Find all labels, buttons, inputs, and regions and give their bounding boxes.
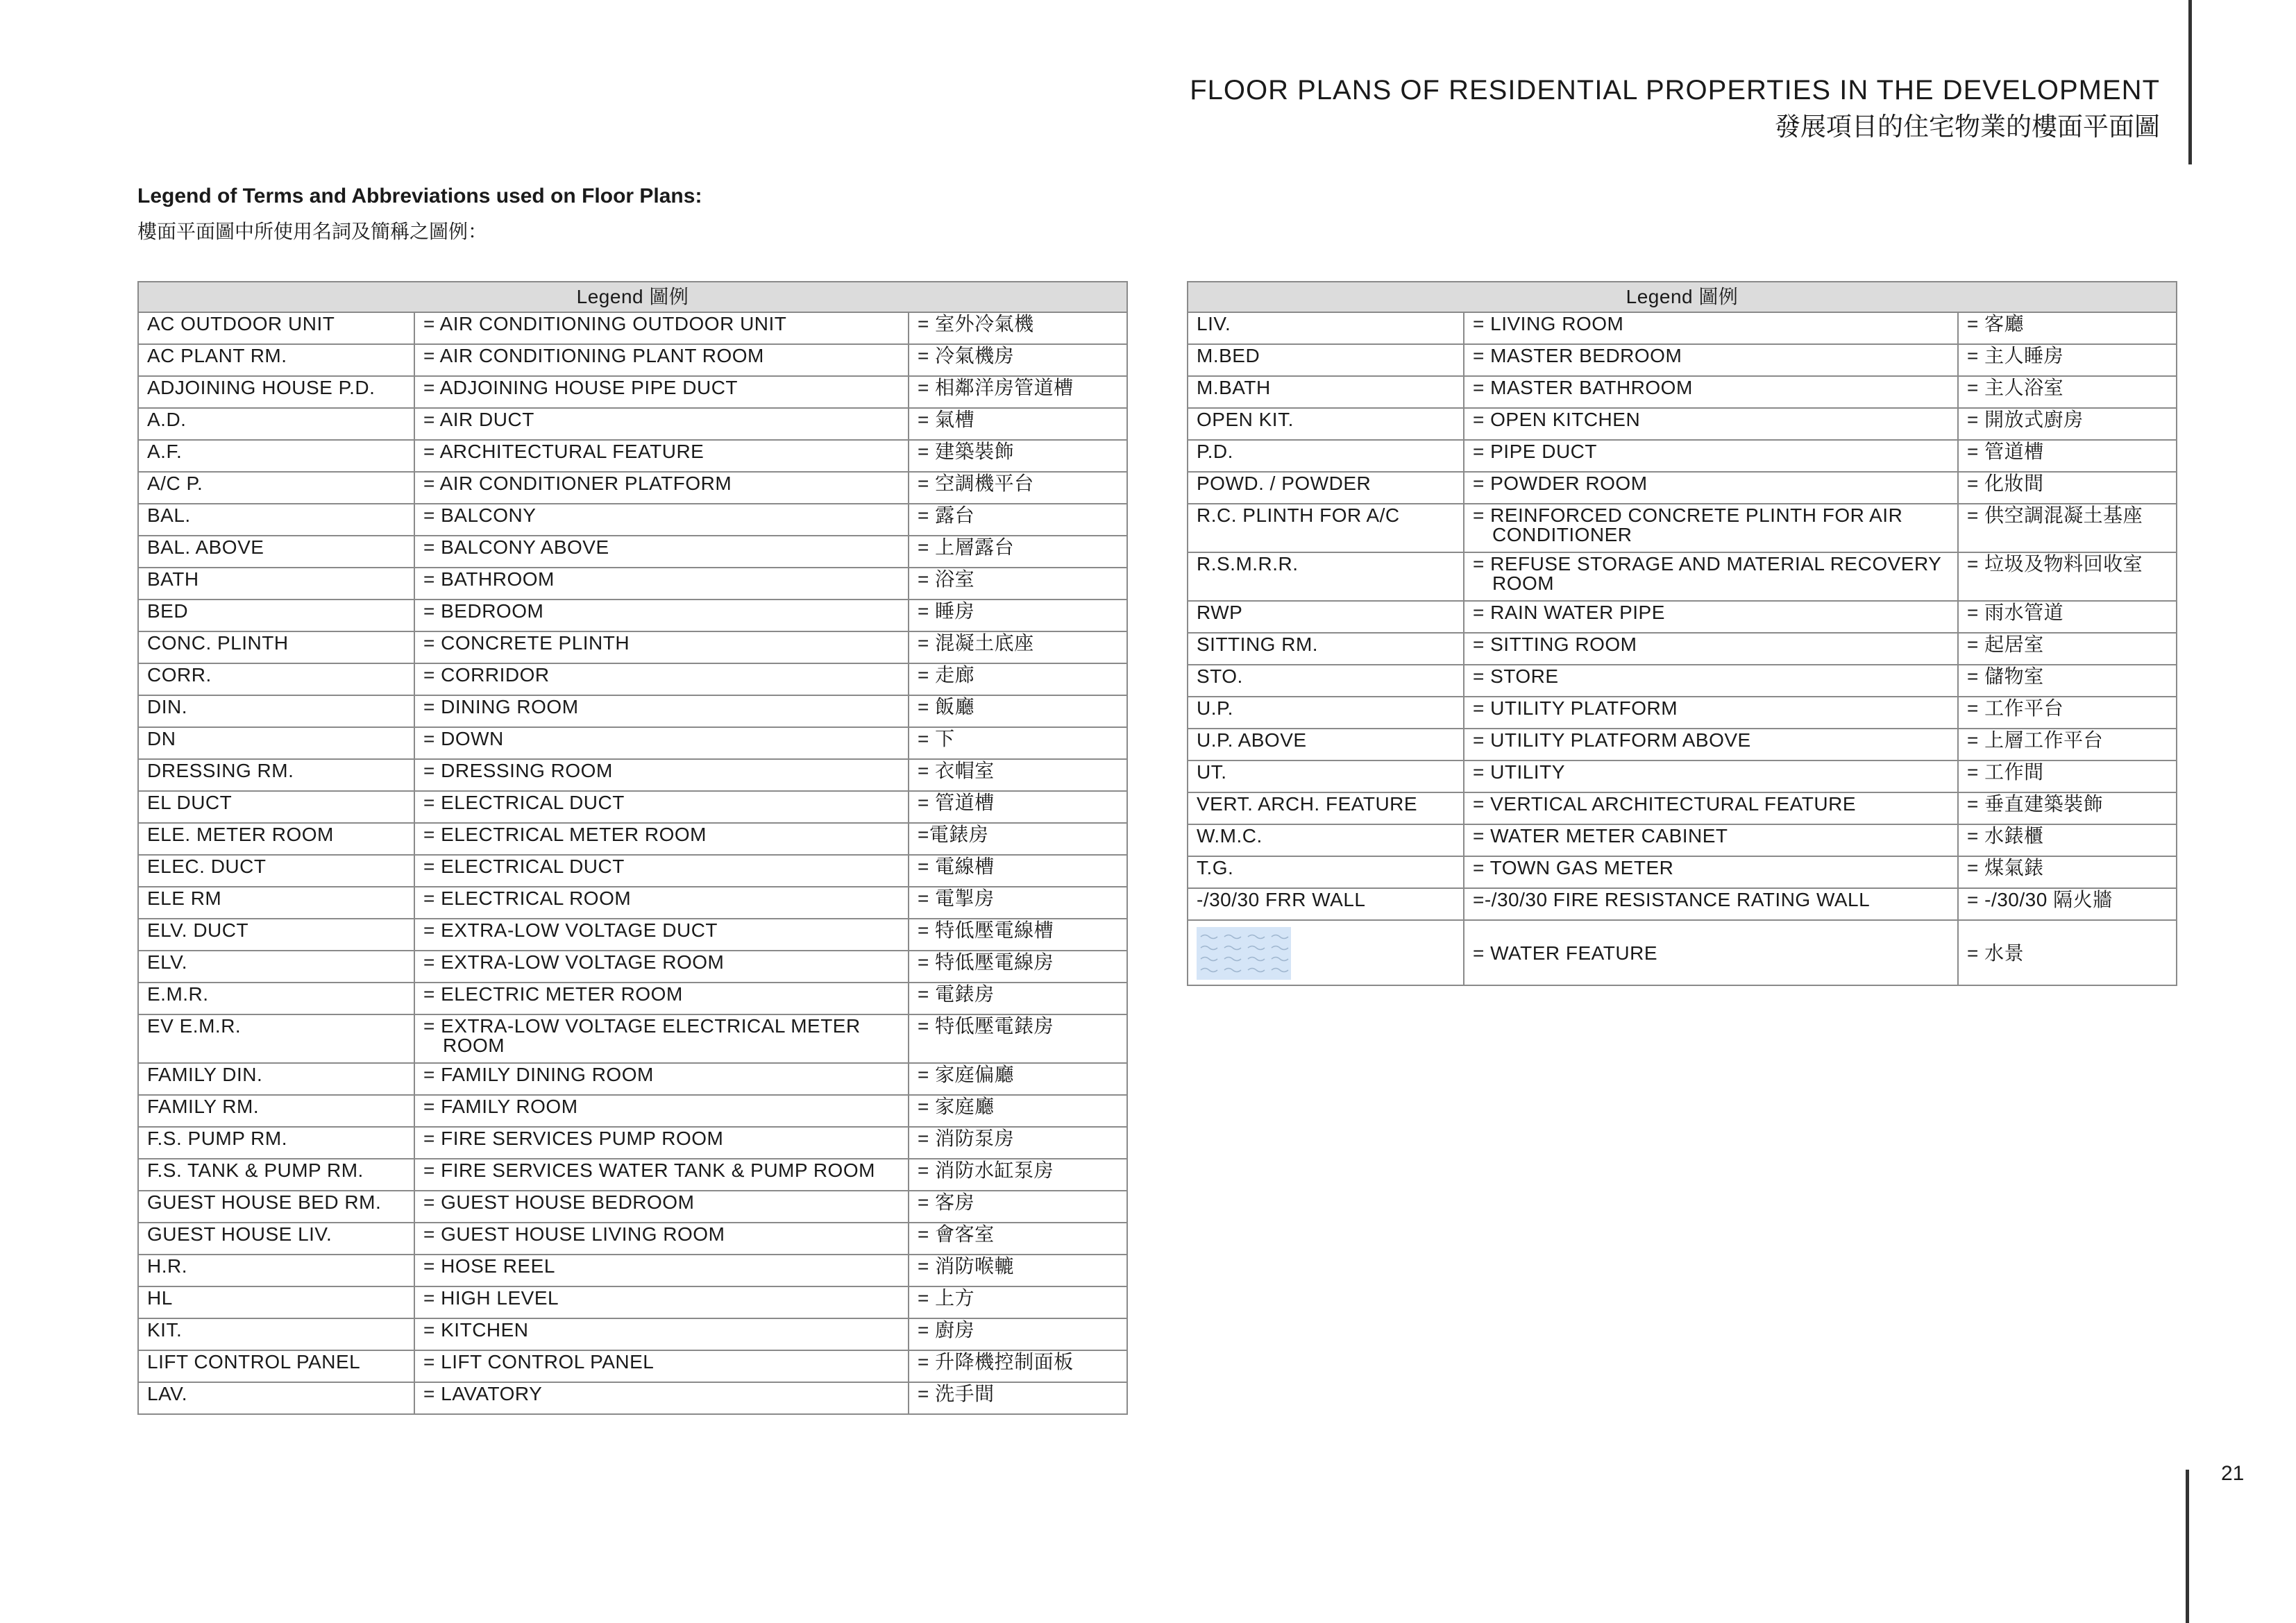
- chinese-term-cell: = 升降機控制面板: [909, 1350, 1127, 1382]
- definition-cell: [414, 1255, 909, 1286]
- definition-text: = FAMILY ROOM: [423, 1096, 578, 1117]
- abbreviation-cell: FAMILY DIN.: [138, 1063, 414, 1095]
- abbreviation-cell: E.M.R.: [138, 983, 414, 1014]
- abbreviation-cell: A.D.: [138, 408, 414, 440]
- chinese-term-cell: = 起居室: [1958, 633, 2177, 665]
- definition-cell: [414, 408, 909, 440]
- abbreviation-cell: P.D.: [1188, 440, 1464, 472]
- chinese-term-cell: = 混凝土底座: [909, 631, 1127, 663]
- abbreviation-cell: RWP: [1188, 601, 1464, 633]
- chinese-term-cell: = 消防泵房: [909, 1127, 1127, 1159]
- abbreviation-cell: DN: [138, 727, 414, 759]
- definition-cell: [414, 568, 909, 600]
- abbreviation-cell: BED: [138, 600, 414, 631]
- definition-cell: [1464, 312, 1958, 344]
- definition-text: = ELECTRICAL DUCT: [423, 792, 625, 813]
- abbreviation-cell: R.C. PLINTH FOR A/C: [1188, 504, 1464, 552]
- table-row: [138, 568, 1127, 600]
- chinese-term-cell: = 消防水缸泵房: [909, 1159, 1127, 1191]
- definition-cell: [1464, 601, 1958, 633]
- abbreviation-cell: ELE. METER ROOM: [138, 823, 414, 855]
- definition-text: = PIPE DUCT: [1473, 441, 1597, 462]
- definition-cell: [414, 472, 909, 504]
- definition-cell: [1464, 376, 1958, 408]
- definition-cell: [414, 1223, 909, 1255]
- table-row: [138, 344, 1127, 376]
- chinese-term-cell: = 客房: [909, 1191, 1127, 1223]
- definition-text: =-/30/30 FIRE RESISTANCE RATING WALL: [1473, 889, 1871, 910]
- definition-cell: [1464, 440, 1958, 472]
- definition-text: = HOSE REEL: [423, 1255, 555, 1277]
- abbreviation-cell: F.S. TANK & PUMP RM.: [138, 1159, 414, 1191]
- table-row: [1188, 552, 2177, 601]
- table-row: [138, 1382, 1127, 1414]
- definition-cell: [414, 1159, 909, 1191]
- chinese-term-cell: = 開放式廚房: [1958, 408, 2177, 440]
- table-row: [138, 1063, 1127, 1095]
- definition-cell: [414, 1095, 909, 1127]
- chinese-term-cell: = 主人浴室: [1958, 376, 2177, 408]
- chinese-term-cell: = 上層露台: [909, 536, 1127, 568]
- legend-subheading-chinese: 樓面平面圖中所使用名詞及簡稱之圖例：: [137, 221, 488, 242]
- table-row: [138, 1255, 1127, 1286]
- table-row: [138, 1191, 1127, 1223]
- definition-cell: [1464, 504, 1958, 552]
- chinese-term-cell: = 冷氣機房: [909, 344, 1127, 376]
- definition-cell: [1464, 729, 1958, 760]
- chinese-term-cell: = -/30/30 隔火牆: [1958, 888, 2177, 920]
- table-row: [1188, 760, 2177, 792]
- legend-table-header: Legend 圖例: [1188, 282, 2177, 312]
- definition-text: = SITTING ROOM: [1473, 634, 1637, 655]
- legend-table-left-body: [138, 312, 1127, 1414]
- legend-table-right: [1187, 281, 2177, 986]
- definition-text: = STORE: [1473, 665, 1559, 687]
- table-row: [138, 1223, 1127, 1255]
- table-row: [138, 855, 1127, 887]
- chinese-term-cell: = 家庭廳: [909, 1095, 1127, 1127]
- definition-cell: [1464, 856, 1958, 888]
- definition-text: = UTILITY PLATFORM ABOVE: [1473, 729, 1751, 751]
- table-row: [1188, 344, 2177, 376]
- abbreviation-cell: FAMILY RM.: [138, 1095, 414, 1127]
- definition-text: = POWDER ROOM: [1473, 473, 1648, 494]
- chinese-term-cell: = 下: [909, 727, 1127, 759]
- table-row: [138, 919, 1127, 951]
- definition-text: = DOWN: [423, 728, 504, 749]
- table-row: [1188, 633, 2177, 665]
- chinese-term-cell: = 特低壓電錶房: [909, 1014, 1127, 1063]
- abbreviation-cell: GUEST HOUSE LIV.: [138, 1223, 414, 1255]
- definition-cell: [414, 919, 909, 951]
- definition-text: = AIR DUCT: [423, 409, 534, 430]
- abbreviation-cell: KIT.: [138, 1318, 414, 1350]
- chinese-term-cell: = 管道槽: [909, 791, 1127, 823]
- table-row: [138, 951, 1127, 983]
- definition-cell: [414, 1127, 909, 1159]
- chinese-term-cell: =電錶房: [909, 823, 1127, 855]
- chinese-term-cell: = 相鄰洋房管道槽: [909, 376, 1127, 408]
- chinese-term-cell: = 飯廳: [909, 695, 1127, 727]
- chinese-term-cell: = 上方: [909, 1286, 1127, 1318]
- abbreviation-cell: ELE RM: [138, 887, 414, 919]
- chinese-term-cell: = 供空調混凝土基座: [1958, 504, 2177, 552]
- abbreviation-cell: M.BED: [1188, 344, 1464, 376]
- chinese-term-cell: = 睡房: [909, 600, 1127, 631]
- definition-cell: [414, 695, 909, 727]
- definition-text: = CONCRETE PLINTH: [423, 632, 630, 654]
- table-row: [1188, 792, 2177, 824]
- definition-cell: [414, 887, 909, 919]
- chinese-term-cell: = 垃圾及物料回收室: [1958, 552, 2177, 601]
- definition-text: = DRESSING ROOM: [423, 760, 613, 781]
- definition-text: = HIGH LEVEL: [423, 1287, 559, 1309]
- abbreviation-cell: STO.: [1188, 665, 1464, 697]
- definition-cell: [414, 855, 909, 887]
- chinese-term-cell: = 化妝間: [1958, 472, 2177, 504]
- chinese-term-cell: = 主人睡房: [1958, 344, 2177, 376]
- table-row: [1188, 665, 2177, 697]
- definition-text: = EXTRA-LOW VOLTAGE ELECTRICAL METER ROOM: [423, 1015, 861, 1056]
- definition-cell: [414, 727, 909, 759]
- table-row: [138, 1127, 1127, 1159]
- abbreviation-cell: CONC. PLINTH: [138, 631, 414, 663]
- definition-cell: [414, 1382, 909, 1414]
- table-row: [138, 408, 1127, 440]
- page-title-english: FLOOR PLANS OF RESIDENTIAL PROPERTIES IN THE DEVELOPMENT: [1190, 75, 2160, 105]
- chinese-term-cell: = 煤氣錶: [1958, 856, 2177, 888]
- abbreviation-cell: H.R.: [138, 1255, 414, 1286]
- definition-text: = VERTICAL ARCHITECTURAL FEATURE: [1473, 793, 1856, 815]
- definition-text: = KITCHEN: [423, 1319, 529, 1341]
- definition-text: = UTILITY: [1473, 761, 1565, 783]
- abbreviation-cell: U.P.: [1188, 697, 1464, 729]
- definition-cell: [414, 663, 909, 695]
- abbreviation-cell: UT.: [1188, 760, 1464, 792]
- table-row: [138, 376, 1127, 408]
- abbreviation-cell: HL: [138, 1286, 414, 1318]
- definition-cell: [414, 1286, 909, 1318]
- definition-text: = LIVING ROOM: [1473, 313, 1624, 334]
- definition-cell: [1464, 824, 1958, 856]
- definition-cell: [414, 759, 909, 791]
- legend-table-right-body: [1188, 312, 2177, 985]
- definition-text: = OPEN KITCHEN: [1473, 409, 1641, 430]
- table-row: [138, 1318, 1127, 1350]
- abbreviation-cell: ELEC. DUCT: [138, 855, 414, 887]
- table-row: [138, 791, 1127, 823]
- definition-cell: [414, 951, 909, 983]
- definition-cell: [1464, 472, 1958, 504]
- chinese-term-cell: = 室外冷氣機: [909, 312, 1127, 344]
- definition-text: = REINFORCED CONCRETE PLINTH FOR AIR CONDITIONER: [1473, 504, 1903, 545]
- legend-table-header: Legend 圖例: [138, 282, 1127, 312]
- chinese-term-cell: = 家庭偏廳: [909, 1063, 1127, 1095]
- definition-cell: [1464, 408, 1958, 440]
- table-row: [1188, 312, 2177, 344]
- table-row: [1188, 601, 2177, 633]
- table-row: [138, 440, 1127, 472]
- chinese-term-cell: = 消防喉轆: [909, 1255, 1127, 1286]
- definition-text: = GUEST HOUSE BEDROOM: [423, 1191, 695, 1213]
- water-feature-swatch-icon: [1197, 927, 1291, 980]
- definition-cell: [1464, 697, 1958, 729]
- table-row: [1188, 440, 2177, 472]
- chinese-term-cell: = 客廳: [1958, 312, 2177, 344]
- chinese-term-cell: = 衣帽室: [909, 759, 1127, 791]
- abbreviation-cell: ADJOINING HOUSE P.D.: [138, 376, 414, 408]
- abbreviation-cell: R.S.M.R.R.: [1188, 552, 1464, 601]
- definition-text: = ADJOINING HOUSE PIPE DUCT: [423, 377, 738, 398]
- abbreviation-cell: AC PLANT RM.: [138, 344, 414, 376]
- chinese-term-cell: = 氣槽: [909, 408, 1127, 440]
- chinese-term-cell: = 工作間: [1958, 760, 2177, 792]
- abbreviation-cell: VERT. ARCH. FEATURE: [1188, 792, 1464, 824]
- definition-text: = ARCHITECTURAL FEATURE: [423, 441, 704, 462]
- abbreviation-cell: A/C P.: [138, 472, 414, 504]
- definition-text: = BATHROOM: [423, 568, 555, 590]
- abbreviation-cell: BAL.: [138, 504, 414, 536]
- abbreviation-cell: DIN.: [138, 695, 414, 727]
- chinese-term-cell: = 雨水管道: [1958, 601, 2177, 633]
- definition-cell: [414, 376, 909, 408]
- table-row: [138, 663, 1127, 695]
- definition-text: = WATER FEATURE: [1473, 942, 1657, 964]
- chinese-term-cell: = 空調機平台: [909, 472, 1127, 504]
- definition-cell: [1464, 633, 1958, 665]
- abbreviation-cell: AC OUTDOOR UNIT: [138, 312, 414, 344]
- table-row: [138, 1095, 1127, 1127]
- table-row: [138, 504, 1127, 536]
- definition-cell: [414, 1063, 909, 1095]
- top-vertical-rule: [2188, 0, 2192, 164]
- definition-cell: [1464, 888, 1958, 920]
- abbreviation-cell: LIV.: [1188, 312, 1464, 344]
- abbreviation-cell: LIFT CONTROL PANEL: [138, 1350, 414, 1382]
- abbreviation-cell: BATH: [138, 568, 414, 600]
- abbreviation-cell: POWD. / POWDER: [1188, 472, 1464, 504]
- chinese-term-cell: = 電線槽: [909, 855, 1127, 887]
- chinese-term-cell: = 水錶櫃: [1958, 824, 2177, 856]
- abbreviation-cell: DRESSING RM.: [138, 759, 414, 791]
- definition-cell: [414, 1191, 909, 1223]
- definition-cell: [414, 504, 909, 536]
- abbreviation-cell: W.M.C.: [1188, 824, 1464, 856]
- definition-cell: [414, 1318, 909, 1350]
- table-row: [138, 1159, 1127, 1191]
- chinese-term-cell: = 水景: [1958, 920, 2177, 985]
- definition-cell: [414, 600, 909, 631]
- definition-text: = BALCONY ABOVE: [423, 536, 609, 558]
- chinese-term-cell: = 浴室: [909, 568, 1127, 600]
- table-row: [138, 759, 1127, 791]
- table-row: [138, 727, 1127, 759]
- definition-text: = MASTER BATHROOM: [1473, 377, 1693, 398]
- definition-cell: [1464, 920, 1958, 985]
- definition-text: = ELECTRICAL METER ROOM: [423, 824, 707, 845]
- abbreviation-cell: BAL. ABOVE: [138, 536, 414, 568]
- definition-text: = CORRIDOR: [423, 664, 550, 686]
- legend-heading: Legend of Terms and Abbreviations used on Floor Plans:: [137, 185, 702, 207]
- abbreviation-cell: F.S. PUMP RM.: [138, 1127, 414, 1159]
- definition-text: = ELECTRICAL ROOM: [423, 887, 632, 909]
- table-row: [1188, 888, 2177, 920]
- definition-cell: [414, 791, 909, 823]
- definition-text: = FAMILY DINING ROOM: [423, 1064, 654, 1085]
- chinese-term-cell: = 洗手間: [909, 1382, 1127, 1414]
- abbreviation-cell: ELV. DUCT: [138, 919, 414, 951]
- abbreviation-cell: EV E.M.R.: [138, 1014, 414, 1063]
- definition-text: = GUEST HOUSE LIVING ROOM: [423, 1223, 725, 1245]
- definition-text: = MASTER BEDROOM: [1473, 345, 1682, 366]
- abbreviation-cell: A.F.: [138, 440, 414, 472]
- table-row: [138, 536, 1127, 568]
- definition-cell: [1464, 792, 1958, 824]
- table-row: [138, 631, 1127, 663]
- table-row: [138, 823, 1127, 855]
- chinese-term-cell: = 工作平台: [1958, 697, 2177, 729]
- definition-cell: [1464, 665, 1958, 697]
- chinese-term-cell: = 特低壓電線房: [909, 951, 1127, 983]
- definition-text: = AIR CONDITIONING PLANT ROOM: [423, 345, 764, 366]
- table-row: [138, 1286, 1127, 1318]
- definition-cell: [414, 983, 909, 1014]
- table-row: [138, 312, 1127, 344]
- chinese-term-cell: = 儲物室: [1958, 665, 2177, 697]
- table-row: [1188, 376, 2177, 408]
- definition-text: = TOWN GAS METER: [1473, 857, 1674, 878]
- table-row: [1188, 856, 2177, 888]
- table-row: [1188, 824, 2177, 856]
- table-row: [138, 695, 1127, 727]
- table-row: [138, 887, 1127, 919]
- definition-text: = AIR CONDITIONER PLATFORM: [423, 473, 732, 494]
- definition-text: = REFUSE STORAGE AND MATERIAL RECOVERY ROOM: [1473, 553, 1941, 594]
- table-row: [1188, 729, 2177, 760]
- abbreviation-cell: ELV.: [138, 951, 414, 983]
- abbreviation-cell: T.G.: [1188, 856, 1464, 888]
- definition-text: = BEDROOM: [423, 600, 544, 622]
- chinese-term-cell: = 垂直建築裝飾: [1958, 792, 2177, 824]
- page-number: 21: [2221, 1462, 2245, 1485]
- page-title-chinese: 發展項目的住宅物業的樓面平面圖: [1775, 112, 2160, 141]
- definition-text: = BALCONY: [423, 504, 537, 526]
- table-row: [1188, 408, 2177, 440]
- table-row: [138, 1350, 1127, 1382]
- table-row: [138, 600, 1127, 631]
- abbreviation-cell: CORR.: [138, 663, 414, 695]
- definition-text: = AIR CONDITIONING OUTDOOR UNIT: [423, 313, 787, 334]
- definition-text: = WATER METER CABINET: [1473, 825, 1728, 847]
- definition-cell: [1464, 344, 1958, 376]
- definition-text: = UTILITY PLATFORM: [1473, 697, 1678, 719]
- abbreviation-cell: SITTING RM.: [1188, 633, 1464, 665]
- definition-text: = ELECTRIC METER ROOM: [423, 983, 683, 1005]
- abbreviation-cell: EL DUCT: [138, 791, 414, 823]
- table-row: [138, 983, 1127, 1014]
- table-row: [1188, 472, 2177, 504]
- abbreviation-cell: LAV.: [138, 1382, 414, 1414]
- abbreviation-cell: U.P. ABOVE: [1188, 729, 1464, 760]
- definition-text: = EXTRA-LOW VOLTAGE ROOM: [423, 951, 725, 973]
- abbreviation-cell: [1188, 920, 1464, 985]
- bottom-vertical-rule: [2186, 1470, 2189, 1623]
- chinese-term-cell: = 特低壓電線槽: [909, 919, 1127, 951]
- chinese-term-cell: = 電錶房: [909, 983, 1127, 1014]
- chinese-term-cell: = 露台: [909, 504, 1127, 536]
- definition-text: = LAVATORY: [423, 1383, 543, 1404]
- table-row: [138, 1014, 1127, 1063]
- table-row: [1188, 504, 2177, 552]
- chinese-term-cell: = 走廊: [909, 663, 1127, 695]
- definition-cell: [1464, 552, 1958, 601]
- definition-text: = EXTRA-LOW VOLTAGE DUCT: [423, 919, 718, 941]
- chinese-term-cell: = 廚房: [909, 1318, 1127, 1350]
- definition-cell: [414, 1014, 909, 1063]
- legend-table-left: [137, 281, 1128, 1415]
- table-row: [1188, 697, 2177, 729]
- abbreviation-cell: GUEST HOUSE BED RM.: [138, 1191, 414, 1223]
- table-row: [1188, 920, 2177, 985]
- abbreviation-cell: -/30/30 FRR WALL: [1188, 888, 1464, 920]
- definition-cell: [1464, 760, 1958, 792]
- definition-text: = FIRE SERVICES WATER TANK & PUMP ROOM: [423, 1159, 875, 1181]
- chinese-term-cell: = 管道槽: [1958, 440, 2177, 472]
- chinese-term-cell: = 會客室: [909, 1223, 1127, 1255]
- table-row: [138, 472, 1127, 504]
- definition-cell: [414, 440, 909, 472]
- chinese-term-cell: = 建築裝飾: [909, 440, 1127, 472]
- definition-cell: [414, 344, 909, 376]
- definition-text: = FIRE SERVICES PUMP ROOM: [423, 1128, 724, 1149]
- definition-cell: [414, 536, 909, 568]
- definition-cell: [414, 631, 909, 663]
- abbreviation-cell: OPEN KIT.: [1188, 408, 1464, 440]
- definition-cell: [414, 823, 909, 855]
- definition-text: = ELECTRICAL DUCT: [423, 856, 625, 877]
- abbreviation-cell: M.BATH: [1188, 376, 1464, 408]
- chinese-term-cell: = 上層工作平台: [1958, 729, 2177, 760]
- definition-text: = RAIN WATER PIPE: [1473, 602, 1665, 623]
- definition-text: = LIFT CONTROL PANEL: [423, 1351, 655, 1373]
- definition-cell: [414, 312, 909, 344]
- chinese-term-cell: = 電掣房: [909, 887, 1127, 919]
- definition-text: = DINING ROOM: [423, 696, 579, 717]
- definition-cell: [414, 1350, 909, 1382]
